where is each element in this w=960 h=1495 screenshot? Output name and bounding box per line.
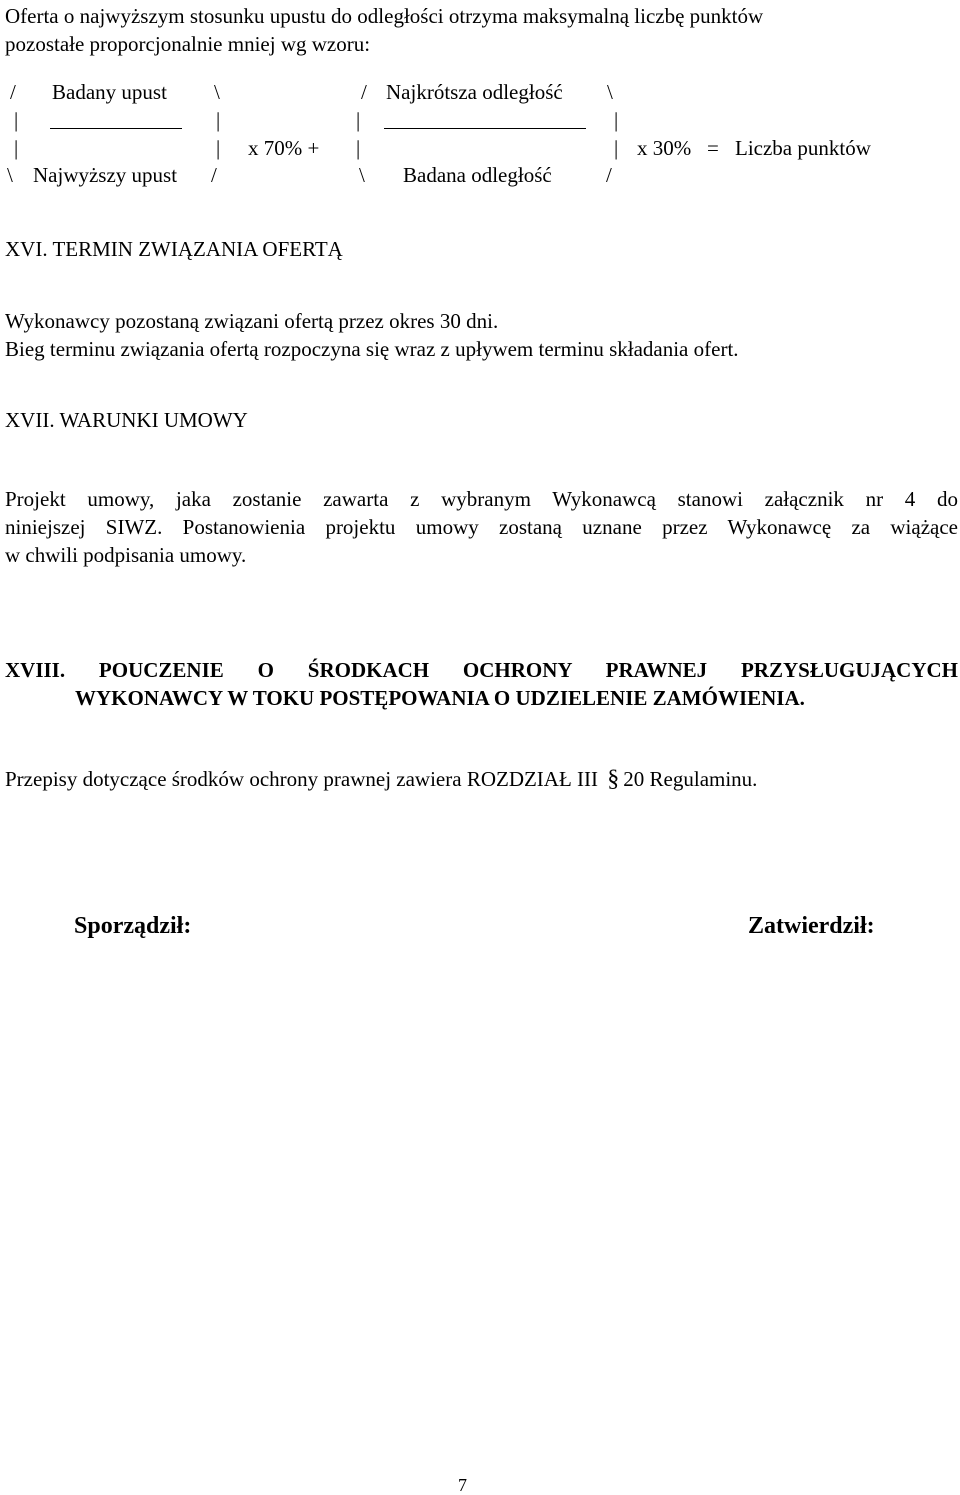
formula-right-numerator: Najkrótsza odległość	[386, 80, 563, 104]
formula-equals: =	[707, 136, 719, 160]
formula-left-close: \	[214, 80, 220, 104]
section-17-line-3: w chwili podpisania umowy.	[5, 543, 247, 567]
intro-line-2: pozostałe proporcjonalnie mniej wg wzoru:	[5, 32, 371, 56]
formula-left-bottom-close: /	[211, 163, 217, 187]
section-17-line-1: Projekt umowy, jaka zostanie zawarta z wybranym Wykonawcą stanowi załącznik nr 4 do	[5, 487, 958, 511]
formula-bar: |	[14, 136, 19, 160]
formula-bar: |	[216, 136, 221, 160]
formula-bar: |	[216, 108, 221, 132]
formula-multiplier-70: x 70% +	[248, 136, 320, 160]
formula-left-denominator: Najwyższy upust	[33, 163, 178, 187]
intro-line-1: Oferta o najwyższym stosunku upustu do odległości otrzyma maksymalną liczbę punktów	[5, 4, 764, 28]
formula-right-close: \	[607, 80, 613, 104]
section-sign: §	[607, 766, 620, 792]
formula-left-open: /	[10, 80, 16, 104]
formula-bar: |	[356, 108, 361, 132]
formula-right-open: /	[361, 80, 367, 104]
formula-bar: |	[356, 136, 361, 160]
section-18-text-before: Przepisy dotyczące środków ochrony prawnej zawiera ROZDZIAŁ III	[5, 767, 599, 791]
formula-bar: |	[14, 108, 19, 132]
formula-multiplier-30: x 30%	[637, 136, 692, 160]
section-16-line-2: Bieg terminu związania ofertą rozpoczyna się wraz z upływem terminu składania ofert.	[5, 337, 739, 361]
section-16-line-1: Wykonawcy pozostaną związani ofertą przez okres 30 dni.	[5, 309, 499, 333]
section-17-heading: XVII. WARUNKI UMOWY	[5, 408, 248, 432]
formula-bar: |	[614, 108, 619, 132]
formula-left-bottom-open: \	[7, 163, 13, 187]
formula-left-numerator: Badany upust	[52, 80, 167, 104]
section-18-text-after: 20 Regulaminu.	[623, 767, 758, 791]
section-18-heading-line-1: XVIII. POUCZENIE O ŚRODKACH OCHRONY PRAWNEJ PRZYSŁUGUJĄCYCH	[5, 658, 958, 682]
section-17-line-2: niniejszej SIWZ. Postanowienia projektu umowy zostaną uznane przez Wykonawcę za wiążące	[5, 515, 958, 539]
section-18-text	[5, 767, 757, 791]
page-number: 7	[458, 1475, 467, 1495]
signature-prepared-label: Sporządził:	[74, 913, 192, 939]
signature-approved-label: Zatwierdził:	[748, 913, 875, 939]
formula-right-bottom-open: \	[359, 163, 365, 187]
section-16-heading: XVI. TERMIN ZWIĄZANIA OFERTĄ	[5, 237, 343, 261]
formula-right-denominator: Badana odległość	[403, 163, 552, 187]
right-fraction-line	[384, 128, 586, 129]
formula-result: Liczba punktów	[735, 136, 871, 160]
section-18-heading-line-2: WYKONAWCY W TOKU POSTĘPOWANIA O UDZIELENIE ZAMÓWIENIA.	[75, 686, 805, 710]
formula-bar: |	[614, 136, 619, 160]
formula-right-bottom-close: /	[606, 163, 612, 187]
left-fraction-line	[50, 128, 182, 129]
